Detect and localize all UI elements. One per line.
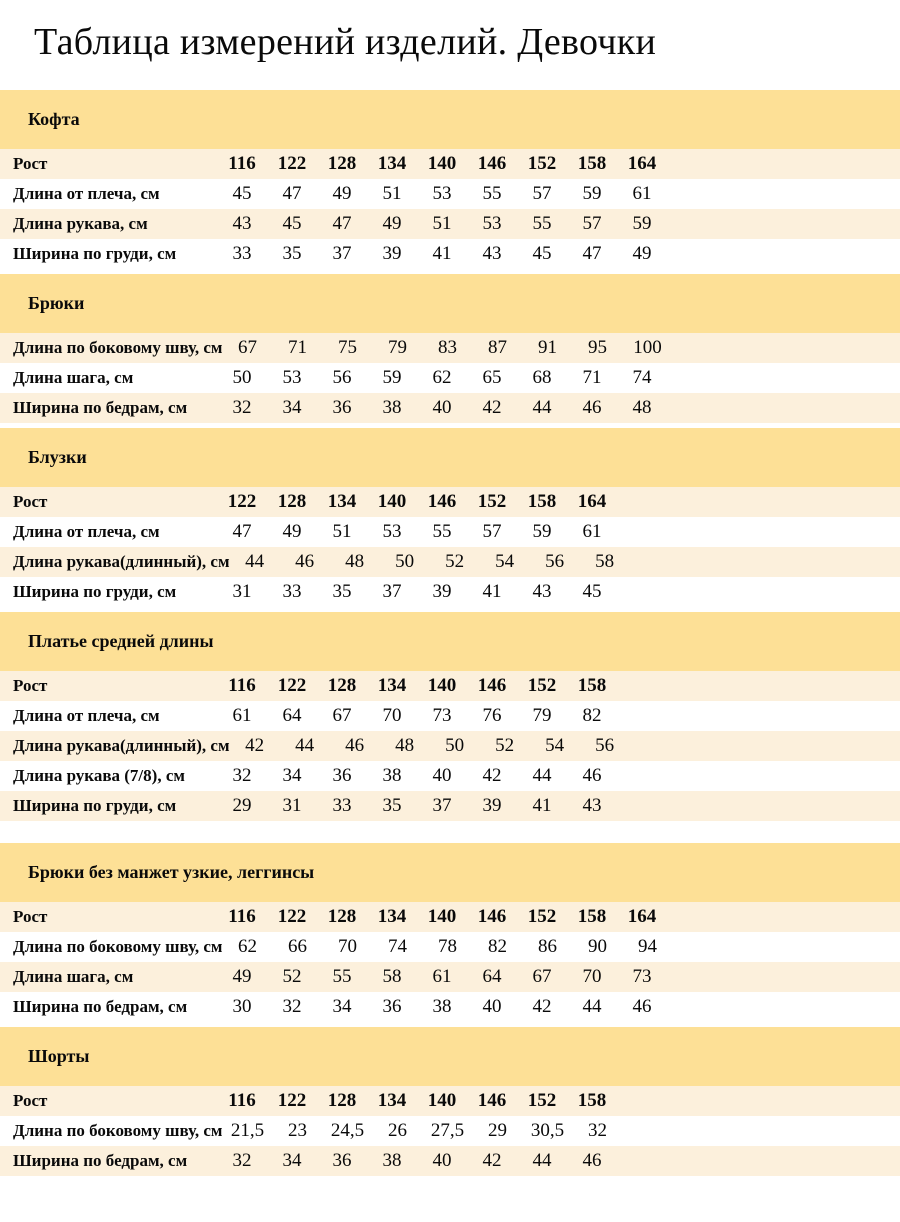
size-table [0, 149, 900, 269]
size-value: 55 [432, 521, 452, 542]
size-value: 41 [432, 243, 452, 264]
size-value: 34 [282, 765, 302, 786]
size-value: 30 [232, 996, 252, 1017]
size-value: 46 [295, 551, 315, 572]
size-table [0, 333, 900, 423]
height-header-row [0, 902, 900, 932]
size-value: 44 [582, 996, 602, 1017]
size-value: 53 [432, 183, 452, 204]
size-value: 64 [282, 705, 302, 726]
size-table [0, 1086, 900, 1176]
row-label: Длина рукава, см [13, 214, 148, 233]
size-value: 44 [532, 1150, 552, 1171]
size-value: 40 [432, 1150, 452, 1171]
height-value: 146 [477, 906, 507, 927]
measurement-row [0, 701, 900, 731]
size-value: 45 [532, 243, 552, 264]
height-value: 116 [228, 675, 256, 696]
size-value: 55 [482, 183, 502, 204]
size-value: 47 [232, 521, 252, 542]
size-value: 70 [582, 966, 602, 987]
height-value: 158 [577, 675, 607, 696]
size-value: 48 [632, 397, 652, 418]
section-title: Брюки без манжет узкие, леггинсы [28, 862, 315, 882]
row-label: Рост [13, 1091, 48, 1110]
size-value: 82 [488, 936, 507, 957]
size-value: 54 [545, 735, 565, 756]
measurement-row [0, 1146, 900, 1176]
measurement-row [0, 209, 900, 239]
size-value: 90 [588, 936, 607, 957]
size-value: 83 [438, 337, 457, 358]
size-value: 57 [582, 213, 602, 234]
size-table [0, 671, 900, 821]
height-value: 164 [627, 153, 657, 174]
size-value: 48 [345, 551, 365, 572]
row-label: Длина шага, см [13, 368, 134, 387]
size-value: 38 [382, 765, 402, 786]
size-value: 70 [382, 705, 402, 726]
size-value: 43 [482, 243, 502, 264]
measurement-row [0, 547, 900, 577]
size-value: 42 [482, 765, 502, 786]
size-value: 47 [582, 243, 602, 264]
measurement-row [0, 992, 900, 1022]
measurement-row [0, 179, 900, 209]
size-value: 43 [532, 581, 552, 602]
size-value: 51 [332, 521, 352, 542]
height-value: 116 [228, 153, 256, 174]
size-value: 49 [332, 183, 352, 204]
row-label: Рост [13, 154, 48, 173]
measurement-row [0, 333, 900, 363]
height-value: 146 [427, 491, 457, 512]
size-value: 61 [232, 705, 252, 726]
section-header [0, 612, 900, 671]
size-value: 59 [582, 183, 602, 204]
size-value: 61 [632, 183, 652, 204]
height-value: 122 [277, 906, 307, 927]
size-value: 44 [245, 551, 265, 572]
measurement-row [0, 731, 900, 761]
size-value: 35 [282, 243, 302, 264]
size-value: 29 [232, 795, 252, 816]
size-value: 73 [632, 966, 652, 987]
size-section [0, 843, 900, 1022]
height-value: 134 [377, 153, 407, 174]
height-value: 122 [277, 1090, 307, 1111]
row-label: Ширина по бедрам, см [13, 997, 188, 1016]
height-header-row [0, 149, 900, 179]
size-value: 46 [345, 735, 365, 756]
section-title: Кофта [28, 109, 80, 129]
size-value: 65 [482, 367, 502, 388]
size-table [0, 902, 900, 1022]
size-value: 46 [582, 1150, 602, 1171]
measurement-row [0, 791, 900, 821]
height-value: 116 [228, 1090, 256, 1111]
size-value: 91 [538, 337, 557, 358]
size-value: 45 [232, 183, 252, 204]
height-value: 152 [527, 675, 557, 696]
height-value: 146 [477, 675, 507, 696]
size-value: 53 [282, 367, 302, 388]
height-value: 146 [477, 153, 507, 174]
row-label: Рост [13, 907, 48, 926]
height-value: 140 [427, 1090, 457, 1111]
size-value: 38 [382, 1150, 402, 1171]
height-value: 164 [577, 491, 607, 512]
measurement-row [0, 932, 900, 962]
height-value: 140 [427, 675, 457, 696]
row-label: Длина от плеча, см [13, 522, 160, 541]
size-value: 29 [488, 1120, 507, 1141]
size-value: 49 [382, 213, 402, 234]
row-label: Рост [13, 676, 48, 695]
height-value: 122 [227, 491, 257, 512]
size-value: 47 [332, 213, 352, 234]
section-title: Шорты [28, 1046, 90, 1066]
size-value: 32 [232, 765, 252, 786]
size-value: 57 [482, 521, 502, 542]
size-value: 21,5 [230, 1120, 265, 1141]
size-value: 49 [282, 521, 302, 542]
measurement-row [0, 239, 900, 269]
size-value: 37 [382, 581, 402, 602]
row-label: Ширина по груди, см [13, 582, 177, 601]
height-value: 116 [228, 906, 256, 927]
height-value: 152 [527, 153, 557, 174]
size-value: 36 [332, 765, 352, 786]
size-value: 45 [582, 581, 602, 602]
size-value: 36 [332, 397, 352, 418]
size-value: 46 [632, 996, 652, 1017]
size-value: 26 [388, 1120, 407, 1141]
size-value: 38 [382, 397, 402, 418]
size-value: 49 [232, 966, 252, 987]
height-value: 140 [427, 906, 457, 927]
size-value: 78 [438, 936, 457, 957]
size-value: 42 [482, 397, 502, 418]
size-value: 54 [495, 551, 515, 572]
size-value: 48 [395, 735, 415, 756]
height-value: 158 [527, 491, 557, 512]
measurement-row [0, 761, 900, 791]
row-label: Длина от плеча, см [13, 184, 160, 203]
size-value: 36 [382, 996, 402, 1017]
size-value: 53 [382, 521, 402, 542]
height-value: 140 [377, 491, 407, 512]
row-label: Длина от плеча, см [13, 706, 160, 725]
height-value: 146 [477, 1090, 507, 1111]
height-value: 122 [277, 153, 307, 174]
size-section [0, 90, 900, 269]
size-value: 100 [633, 337, 662, 358]
height-value: 128 [327, 153, 357, 174]
section-header [0, 843, 900, 902]
section-title: Платье средней длины [28, 631, 214, 651]
size-value: 24,5 [330, 1120, 365, 1141]
size-value: 52 [282, 966, 302, 987]
size-value: 46 [582, 397, 602, 418]
height-value: 152 [527, 906, 557, 927]
size-value: 62 [238, 936, 257, 957]
size-value: 62 [432, 367, 452, 388]
section-header [0, 428, 900, 487]
size-value: 74 [388, 936, 407, 957]
height-value: 152 [527, 1090, 557, 1111]
height-value: 134 [327, 491, 357, 512]
size-table [0, 487, 900, 607]
size-value: 39 [382, 243, 402, 264]
height-value: 164 [627, 906, 657, 927]
size-value: 31 [282, 795, 302, 816]
measurement-row [0, 962, 900, 992]
size-value: 45 [282, 213, 302, 234]
height-value: 128 [327, 1090, 357, 1111]
size-value: 67 [238, 337, 257, 358]
size-value: 52 [495, 735, 515, 756]
size-value: 40 [482, 996, 502, 1017]
size-value: 34 [282, 1150, 302, 1171]
measurement-row [0, 363, 900, 393]
size-value: 76 [482, 705, 502, 726]
section-title: Брюки [28, 293, 85, 313]
section-header [0, 274, 900, 333]
size-value: 35 [382, 795, 402, 816]
size-value: 32 [588, 1120, 607, 1141]
height-value: 158 [577, 906, 607, 927]
row-label: Ширина по бедрам, см [13, 1151, 188, 1170]
size-value: 94 [638, 936, 657, 957]
row-label: Ширина по груди, см [13, 244, 177, 263]
size-value: 42 [245, 735, 265, 756]
size-value: 68 [532, 367, 552, 388]
size-value: 38 [432, 996, 452, 1017]
row-label: Рост [13, 492, 48, 511]
size-value: 82 [582, 705, 602, 726]
section-title: Блузки [28, 447, 87, 467]
measurement-row [0, 517, 900, 547]
size-value: 43 [582, 795, 602, 816]
size-value: 86 [538, 936, 557, 957]
size-value: 23 [288, 1120, 307, 1141]
size-value: 79 [388, 337, 407, 358]
size-value: 59 [382, 367, 402, 388]
row-label: Длина по боковому шву, см [13, 937, 223, 956]
size-value: 59 [632, 213, 652, 234]
size-value: 58 [382, 966, 402, 987]
height-header-row [0, 671, 900, 701]
size-value: 36 [332, 1150, 352, 1171]
height-value: 152 [477, 491, 507, 512]
size-value: 44 [295, 735, 315, 756]
size-section [0, 612, 900, 821]
size-section [0, 428, 900, 607]
height-header-row [0, 1086, 900, 1116]
size-section [0, 1027, 900, 1176]
size-value: 61 [432, 966, 452, 987]
row-label: Длина по боковому шву, см [13, 338, 223, 357]
height-value: 158 [577, 1090, 607, 1111]
size-value: 59 [532, 521, 552, 542]
size-value: 57 [532, 183, 552, 204]
size-value: 67 [332, 705, 352, 726]
section-header [0, 90, 900, 149]
size-value: 44 [532, 765, 552, 786]
size-value: 56 [595, 735, 615, 756]
size-value: 61 [582, 521, 602, 542]
size-value: 64 [482, 966, 502, 987]
size-value: 40 [432, 397, 452, 418]
size-value: 47 [282, 183, 302, 204]
height-value: 134 [377, 906, 407, 927]
size-value: 74 [632, 367, 652, 388]
measurement-row [0, 577, 900, 607]
size-value: 33 [232, 243, 252, 264]
size-value: 32 [232, 1150, 252, 1171]
size-value: 32 [282, 996, 302, 1017]
size-value: 43 [232, 213, 252, 234]
size-value: 67 [532, 966, 552, 987]
height-value: 140 [427, 153, 457, 174]
row-label: Длина рукава(длинный), см [13, 552, 230, 571]
row-label: Длина шага, см [13, 967, 134, 986]
size-value: 50 [395, 551, 415, 572]
height-header-row [0, 487, 900, 517]
size-value: 30,5 [530, 1120, 565, 1141]
size-value: 41 [532, 795, 552, 816]
size-value: 34 [282, 397, 302, 418]
size-value: 95 [588, 337, 607, 358]
size-value: 75 [338, 337, 357, 358]
size-value: 79 [532, 705, 552, 726]
row-label: Ширина по груди, см [13, 796, 177, 815]
size-value: 32 [232, 397, 252, 418]
size-value: 49 [632, 243, 652, 264]
height-value: 134 [377, 1090, 407, 1111]
size-section [0, 274, 900, 423]
page-title: Таблица измерений изделий. Девочки [34, 21, 657, 63]
size-value: 50 [232, 367, 252, 388]
height-value: 122 [277, 675, 307, 696]
size-value: 50 [445, 735, 465, 756]
size-value: 33 [332, 795, 352, 816]
size-value: 41 [482, 581, 502, 602]
size-value: 58 [595, 551, 615, 572]
row-label: Длина по боковому шву, см [13, 1121, 223, 1140]
height-value: 128 [277, 491, 307, 512]
size-value: 37 [432, 795, 452, 816]
size-tables-container [0, 90, 900, 1176]
size-value: 52 [445, 551, 465, 572]
size-value: 39 [432, 581, 452, 602]
size-value: 71 [288, 337, 307, 358]
size-value: 33 [282, 581, 302, 602]
size-value: 27,5 [430, 1120, 465, 1141]
size-value: 35 [332, 581, 352, 602]
size-value: 51 [432, 213, 452, 234]
size-value: 51 [382, 183, 402, 204]
measurement-row [0, 1116, 900, 1146]
size-value: 73 [432, 705, 452, 726]
size-value: 37 [332, 243, 352, 264]
size-value: 42 [482, 1150, 502, 1171]
size-value: 42 [532, 996, 552, 1017]
row-label: Длина рукава (7/8), см [13, 766, 185, 785]
size-value: 53 [482, 213, 502, 234]
size-value: 31 [232, 581, 252, 602]
size-value: 70 [338, 936, 357, 957]
height-value: 128 [327, 675, 357, 696]
size-value: 56 [332, 367, 352, 388]
row-label: Длина рукава(длинный), см [13, 736, 230, 755]
size-value: 44 [532, 397, 552, 418]
size-value: 55 [332, 966, 352, 987]
size-value: 56 [545, 551, 565, 572]
height-value: 128 [327, 906, 357, 927]
size-value: 87 [488, 337, 507, 358]
size-value: 66 [288, 936, 307, 957]
height-value: 134 [377, 675, 407, 696]
size-value: 46 [582, 765, 602, 786]
size-value: 34 [332, 996, 352, 1017]
row-label: Ширина по бедрам, см [13, 398, 188, 417]
size-value: 71 [582, 367, 602, 388]
height-value: 158 [577, 153, 607, 174]
size-value: 55 [532, 213, 552, 234]
size-value: 39 [482, 795, 502, 816]
section-header [0, 1027, 900, 1086]
size-value: 40 [432, 765, 452, 786]
measurement-row [0, 393, 900, 423]
